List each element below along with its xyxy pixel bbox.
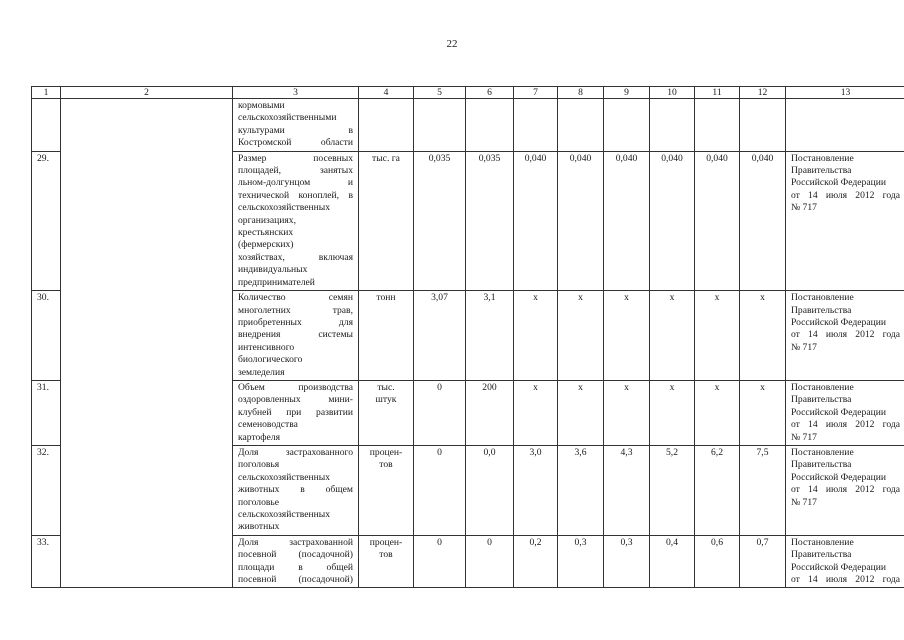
text-line: клубней при развитии — [238, 406, 353, 418]
table-header-row — [32, 87, 904, 99]
text-line: площади в общей — [238, 561, 353, 573]
unit-cell — [359, 291, 414, 381]
cell-empty — [466, 99, 514, 152]
source-line: от 14 июля 2012 года — [791, 419, 900, 431]
indicator-description — [233, 535, 359, 588]
unit-cell — [359, 535, 414, 588]
value-cell: 0,6 — [695, 535, 740, 588]
text-line: картофеля — [238, 431, 280, 443]
text-line: Объем производства — [238, 381, 353, 393]
column-header-3: 3 — [233, 87, 359, 99]
value-cell: х — [740, 291, 786, 381]
value-cell: 0,040 — [604, 151, 650, 290]
value-cell: 5,2 — [650, 445, 695, 535]
cell-empty — [604, 99, 650, 152]
row-number: 30. — [32, 291, 61, 381]
cell-unit — [359, 99, 414, 152]
text-line: крестьянских — [238, 227, 294, 239]
text-line: биологического — [238, 354, 303, 366]
text-line: поголовье — [238, 496, 280, 508]
value-cell: х — [695, 380, 740, 445]
indicator-description — [233, 445, 359, 535]
indicator-description — [233, 151, 359, 290]
value-cell: х — [514, 380, 558, 445]
value-cell: 0,2 — [514, 535, 558, 588]
text-line: Доля застрахованной — [238, 536, 353, 548]
value-cell: х — [558, 380, 604, 445]
text-line: животных — [238, 521, 280, 533]
row-number: 33. — [32, 535, 61, 588]
value-cell: 0,3 — [558, 535, 604, 588]
text-line: приобретенных для — [238, 316, 353, 328]
cell-col2-merged — [61, 99, 233, 588]
column-header-6: 6 — [466, 87, 514, 99]
table-row-continuation — [32, 99, 904, 152]
value-cell: 0,040 — [695, 151, 740, 290]
source-line: № 717 — [791, 341, 817, 353]
source-line: от 14 июля 2012 года — [791, 484, 900, 496]
value-cell: 0 — [414, 535, 466, 588]
value-cell: х — [604, 291, 650, 381]
source-line: № 717 — [791, 202, 817, 214]
text-line: организациях, — [238, 214, 296, 226]
value-cell: х — [558, 291, 604, 381]
text-line: сельскохозяйственными — [238, 112, 337, 124]
source-line: Российской Федерации — [791, 177, 886, 189]
cell-empty — [558, 99, 604, 152]
text-line: сельскохозяйственных — [238, 202, 331, 214]
text-line: земледелия — [238, 366, 285, 378]
cell-num — [32, 99, 61, 152]
source-line: № 717 — [791, 431, 817, 443]
source-line: Постановление — [791, 536, 854, 548]
indicator-description — [233, 291, 359, 381]
text-line: оздоровленных мини- — [238, 394, 353, 406]
text-line: поголовья — [238, 459, 280, 471]
cell-empty — [740, 99, 786, 152]
source-line: Правительства — [791, 459, 852, 471]
unit-cell — [359, 445, 414, 535]
value-cell: 0,040 — [558, 151, 604, 290]
text-line: индивидуальных — [238, 264, 308, 276]
indicator-description — [233, 380, 359, 445]
value-cell: 0 — [466, 535, 514, 588]
source-line: от 14 июля 2012 года — [791, 329, 900, 341]
value-cell: 3,1 — [466, 291, 514, 381]
source-line: Правительства — [791, 165, 852, 177]
value-cell: 0,035 — [466, 151, 514, 290]
value-cell: 3,6 — [558, 445, 604, 535]
text-line: кормовыми — [238, 100, 285, 111]
unit-text: тыс. га — [372, 152, 400, 164]
column-header-10: 10 — [650, 87, 695, 99]
source-document — [786, 151, 904, 290]
text-line: льном-долгунцом и — [238, 177, 353, 189]
source-line: Российской Федерации — [791, 406, 886, 418]
unit-text: тонн — [376, 292, 396, 304]
text-line: многолетних трав, — [238, 304, 353, 316]
unit-cell — [359, 151, 414, 290]
source-document — [786, 445, 904, 535]
column-header-8: 8 — [558, 87, 604, 99]
unit-text: тыс. — [377, 381, 395, 393]
value-cell: 6,2 — [695, 445, 740, 535]
value-cell: 0,0 — [466, 445, 514, 535]
value-cell: 0,040 — [740, 151, 786, 290]
text-line: хозяйствах, включая — [238, 251, 353, 263]
value-cell: 0,040 — [650, 151, 695, 290]
value-cell: х — [604, 380, 650, 445]
text-line: Количество семян — [238, 292, 353, 304]
value-cell: 0 — [414, 380, 466, 445]
value-cell: 0,7 — [740, 535, 786, 588]
row-number: 29. — [32, 151, 61, 290]
row-number: 32. — [32, 445, 61, 535]
text-line: технической коноплей, в — [238, 189, 353, 201]
text-line: площадей, занятых — [238, 165, 353, 177]
source-line: Постановление — [791, 152, 854, 164]
column-header-13: 13 — [786, 87, 904, 99]
value-cell: 0 — [414, 445, 466, 535]
value-cell: 200 — [466, 380, 514, 445]
source-line: Российской Федерации — [791, 471, 886, 483]
source-line: Правительства — [791, 549, 852, 561]
column-header-12: 12 — [740, 87, 786, 99]
text-line: Размер посевных — [238, 152, 353, 164]
text-line: предпринимателей — [238, 276, 315, 288]
value-cell: 0,040 — [514, 151, 558, 290]
unit-text: тов — [379, 459, 393, 471]
row-number: 31. — [32, 380, 61, 445]
text-line: интенсивного — [238, 341, 295, 353]
text-line: посевной (посадочной) — [238, 574, 353, 586]
source-line: Правительства — [791, 394, 852, 406]
text-line: семеноводства — [238, 419, 298, 431]
column-header-2: 2 — [61, 87, 233, 99]
text-line: животных в общем — [238, 484, 353, 496]
column-header-4: 4 — [359, 87, 414, 99]
column-header-5: 5 — [414, 87, 466, 99]
source-line: Правительства — [791, 304, 852, 316]
value-cell: 3,07 — [414, 291, 466, 381]
unit-text: процен- — [369, 536, 403, 548]
text-line: сельскохозяйственных — [238, 471, 331, 483]
data-table — [31, 86, 904, 588]
cell-empty — [414, 99, 466, 152]
value-cell: 0,035 — [414, 151, 466, 290]
value-cell: х — [695, 291, 740, 381]
column-header-1: 1 — [32, 87, 61, 99]
cell-empty — [514, 99, 558, 152]
value-cell: х — [514, 291, 558, 381]
text-line: (фермерских) — [238, 239, 294, 251]
value-cell: х — [650, 291, 695, 381]
source-line: от 14 июля 2012 года — [791, 574, 900, 586]
source-document — [786, 291, 904, 381]
text-line: Доля застрахованного — [238, 446, 353, 458]
value-cell: 7,5 — [740, 445, 786, 535]
source-line: Постановление — [791, 292, 854, 304]
cell-description — [233, 99, 359, 152]
unit-cell — [359, 380, 414, 445]
column-header-11: 11 — [695, 87, 740, 99]
cell-empty — [695, 99, 740, 152]
source-document — [786, 380, 904, 445]
source-line: Постановление — [791, 446, 854, 458]
source-line: от 14 июля 2012 года — [791, 189, 900, 201]
column-header-9: 9 — [604, 87, 650, 99]
source-document — [786, 535, 904, 588]
unit-text: тов — [379, 549, 393, 561]
text-line: культурами в — [238, 124, 353, 136]
text-line: Костромской области — [238, 137, 353, 149]
text-line: внедрения системы — [238, 329, 353, 341]
value-cell: 0,3 — [604, 535, 650, 588]
value-cell: х — [650, 380, 695, 445]
cell-empty — [650, 99, 695, 152]
value-cell: 4,3 — [604, 445, 650, 535]
source-line: Постановление — [791, 381, 854, 393]
value-cell: 3,0 — [514, 445, 558, 535]
text-line: посевной (посадочной) — [238, 549, 353, 561]
text-line: сельскохозяйственных — [238, 509, 331, 520]
page-number: 22 — [446, 38, 458, 50]
unit-text: штук — [375, 394, 397, 406]
cell-empty — [786, 99, 904, 152]
value-cell: 0,4 — [650, 535, 695, 588]
source-line: Российской Федерации — [791, 561, 886, 573]
column-header-7: 7 — [514, 87, 558, 99]
value-cell: х — [740, 380, 786, 445]
source-line: Российской Федерации — [791, 316, 886, 328]
source-line: № 717 — [791, 496, 817, 508]
unit-text: процен- — [369, 446, 403, 458]
